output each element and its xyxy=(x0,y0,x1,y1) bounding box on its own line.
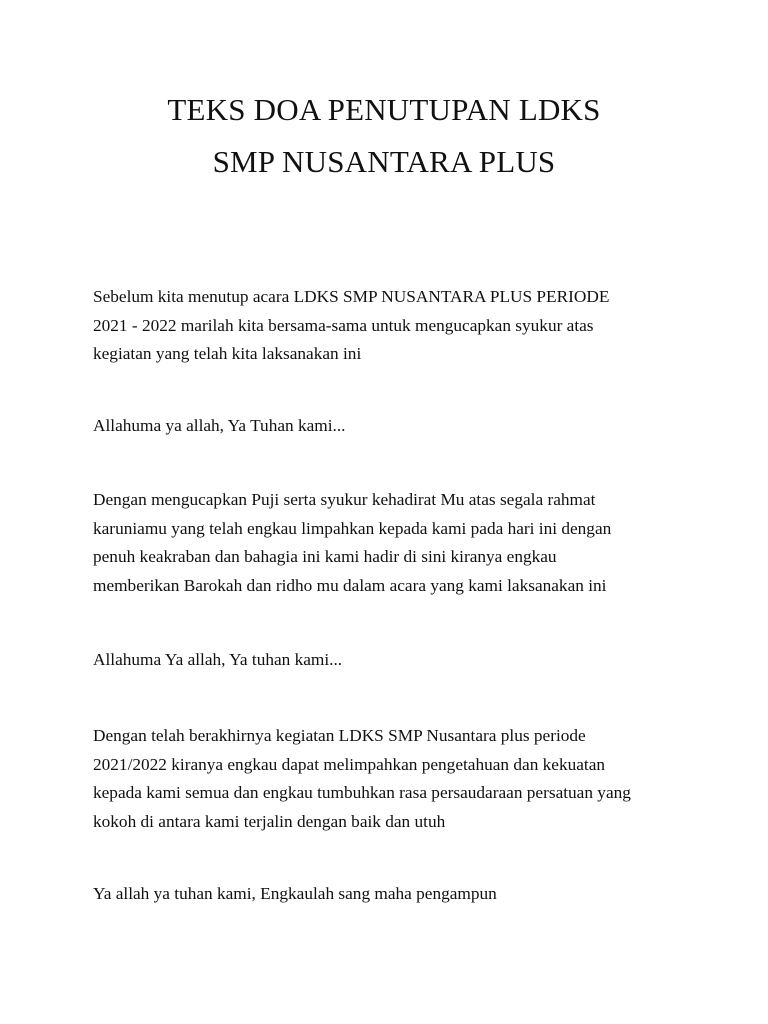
text-line: Dengan mengucapkan Puji serta syukur kehadirat Mu atas segala rahmat xyxy=(93,490,596,509)
text-line: kegiatan yang telah kita laksanakan ini xyxy=(93,344,362,363)
title-line-1: TEKS DOA PENUTUPAN LDKS xyxy=(167,92,601,127)
paragraph-invocation-1 xyxy=(93,412,693,441)
text-line: 2021/2022 kiranya engkau dapat melimpahkan pengetahuan dan kekuatan xyxy=(93,754,606,774)
text-line: penuh keakraban dan bahagia ini kami hadir di sini kiranya engkau xyxy=(93,547,557,566)
paragraph-invocation-2 xyxy=(93,646,693,675)
paragraph-closing-prayer xyxy=(93,722,693,836)
title-line-2: SMP NUSANTARA PLUS xyxy=(212,144,556,179)
text-line: Ya allah ya tuhan kami, Engkaulah sang maha pengampun xyxy=(93,884,497,903)
text-line: karuniamu yang telah engkau limpahkan kepada kami pada hari ini dengan xyxy=(93,518,612,538)
text-line: 2021 - 2022 marilah kita bersama-sama untuk mengucapkan syukur atas xyxy=(93,315,594,335)
text-line: memberikan Barokah dan ridho mu dalam acara yang kami laksanakan ini xyxy=(93,575,607,595)
text-line: Allahuma ya allah, Ya Tuhan kami... xyxy=(93,416,346,435)
paragraph-opening xyxy=(93,283,693,369)
text-line: Sebelum kita menutup acara LDKS SMP NUSANTARA PLUS PERIODE xyxy=(93,287,610,306)
text-line: kokoh di antara kami terjalin dengan baik dan utuh xyxy=(93,811,446,831)
text-line: Dengan telah berakhirnya kegiatan LDKS SMP Nusantara plus periode xyxy=(93,726,586,745)
page-title xyxy=(0,84,768,188)
paragraph-gratitude xyxy=(93,486,693,600)
paragraph-final-invocation xyxy=(93,880,693,909)
text-line: kepada kami semua dan engkau tumbuhkan rasa persaudaraan persatuan yang xyxy=(93,783,631,802)
text-line: Allahuma Ya allah, Ya tuhan kami... xyxy=(93,650,343,669)
